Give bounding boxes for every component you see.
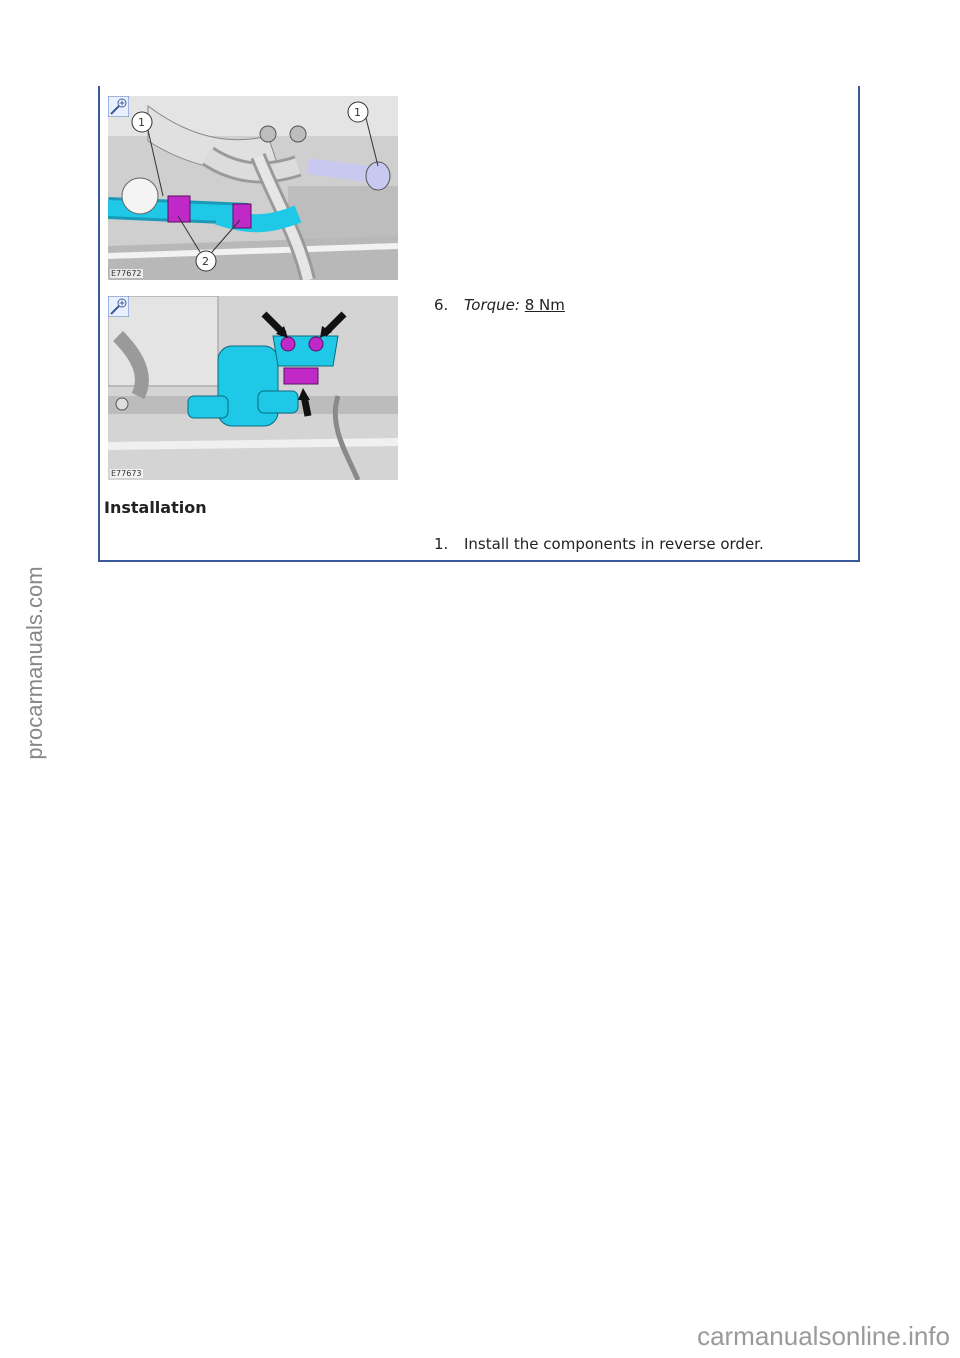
illustration-hose-removal [108, 96, 398, 280]
footer-watermark: carmanualsonline.info [697, 1321, 950, 1351]
callout-1b: 1 [354, 106, 361, 119]
step-text: Install the components in reverse order. [464, 535, 764, 553]
section-heading: Installation [104, 498, 207, 517]
install-step-1 [434, 535, 764, 553]
callout-2: 2 [202, 255, 209, 268]
zoom-magnifier-icon[interactable] [108, 296, 129, 317]
step-number: 1. [434, 535, 449, 553]
torque-label: Torque: [464, 296, 520, 314]
illustration-pump-bracket [108, 296, 398, 480]
zoom-magnifier-icon[interactable] [108, 96, 129, 117]
step-number: 6. [434, 296, 449, 314]
figure-ref-label: E77672 [111, 269, 142, 278]
callout-1a: 1 [138, 116, 145, 129]
side-watermark: procarmanuals.com [22, 566, 47, 760]
figure-ref-label: E77673 [111, 469, 142, 478]
step-6 [434, 296, 565, 314]
torque-value-link[interactable]: 8 Nm [524, 296, 565, 314]
